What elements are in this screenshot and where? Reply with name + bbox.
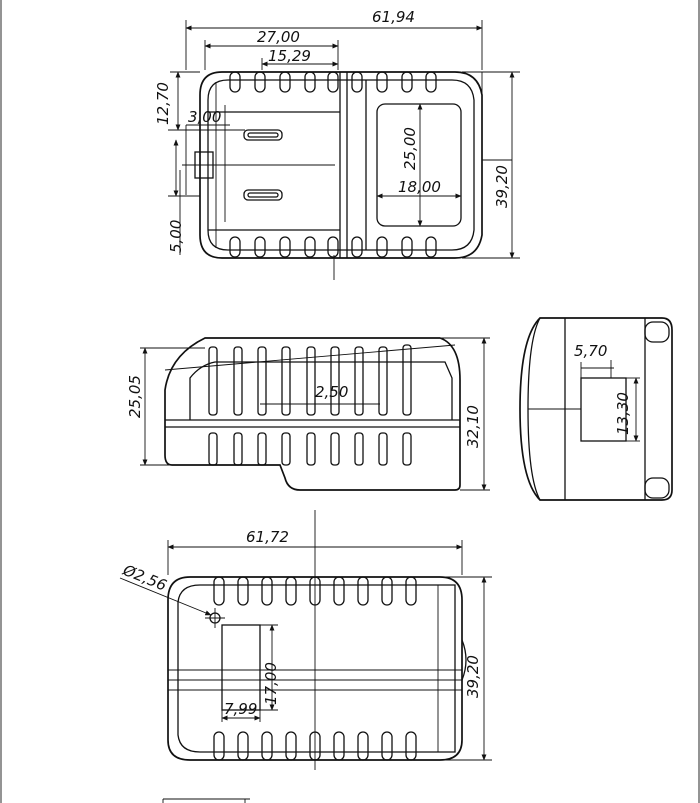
dim-end-13: 13,30 (614, 392, 632, 435)
dim-top-pin-3: 3,00 (188, 108, 222, 126)
dim-top-overall-height: 39,20 (493, 165, 511, 208)
dim-top-overall-width: 61,94 (372, 8, 415, 26)
top-view-ribs-bottom (230, 237, 436, 257)
dim-top-width-27: 27,00 (257, 28, 300, 46)
side-view (140, 338, 490, 490)
dim-side-height-right: 32,10 (464, 405, 482, 448)
dim-top-pin-5: 5,00 (167, 219, 185, 253)
side-view-ribs-upper (209, 345, 411, 415)
top-view (168, 20, 520, 280)
side-view-ribs-lower (209, 433, 411, 465)
bottom-view (120, 510, 492, 770)
dim-bottom-overall-width: 61,72 (246, 528, 289, 546)
dim-bottom-label-width: 7,99 (224, 700, 258, 718)
dim-side-rib-spacing: 2,50 (315, 383, 349, 401)
dim-bottom-hole-diameter: Ø2,56 (120, 561, 170, 595)
dim-bottom-label-height: 17,00 (262, 662, 280, 705)
dim-top-offset-12: 12,70 (154, 82, 172, 125)
dim-top-width-15: 15,29 (268, 47, 311, 65)
dim-end-5: 5,70 (574, 342, 608, 360)
top-view-ribs-top (230, 72, 436, 92)
page-border (1, 0, 699, 803)
dim-side-height-left: 25,05 (126, 375, 144, 418)
dim-top-window-width: 18,00 (398, 178, 441, 196)
dim-top-window-height: 25,00 (401, 127, 419, 170)
dim-bottom-overall-height: 39,20 (464, 655, 482, 698)
